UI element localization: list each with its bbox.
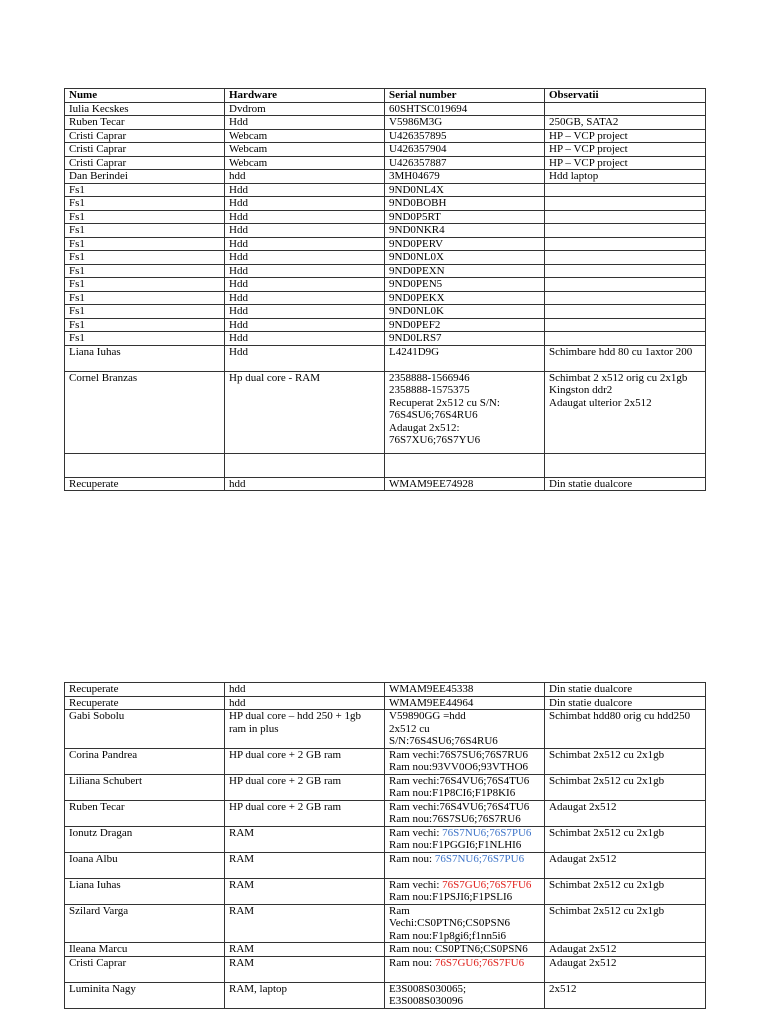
- table-row: [65, 251, 706, 265]
- cell-hardware: RAM: [225, 956, 385, 982]
- table-row: [65, 852, 706, 878]
- cell-observatii: Schimbat 2 x512 orig cu 2x1gb Kingston ddr2 Adaugat ulterior 2x512: [545, 371, 706, 453]
- table-row: [65, 345, 706, 371]
- table-row: [65, 332, 706, 346]
- cell-serial-number: [385, 826, 545, 852]
- cell-nume: Recuperate: [65, 696, 225, 710]
- cell-hardware: Hdd: [225, 251, 385, 265]
- cell-hardware: Hdd: [225, 291, 385, 305]
- cell-observatii: Din statie dualcore: [545, 683, 706, 697]
- table-row: [65, 156, 706, 170]
- cell-observatii: Schimbat hdd80 orig cu hdd250: [545, 710, 706, 749]
- cell-nume: Liana Iuhas: [65, 345, 225, 371]
- cell-hardware: Hdd: [225, 318, 385, 332]
- cell-hardware: HP dual core + 2 GB ram: [225, 800, 385, 826]
- cell-observatii: HP – VCP project: [545, 156, 706, 170]
- cell-hardware: Hp dual core - RAM: [225, 371, 385, 453]
- cell-nume: Iulia Kecskes: [65, 102, 225, 116]
- cell-hardware: RAM: [225, 904, 385, 943]
- table-row: [65, 291, 706, 305]
- cell-observatii: Adaugat 2x512: [545, 943, 706, 957]
- table-row: [65, 453, 706, 477]
- cell-observatii: Schimbat 2x512 cu 2x1gb: [545, 774, 706, 800]
- cell-hardware: Hdd: [225, 183, 385, 197]
- cell-observatii: [545, 264, 706, 278]
- cell-observatii: [545, 291, 706, 305]
- table-row: [65, 371, 706, 453]
- table-row: [65, 800, 706, 826]
- cell-serial-number: WMAM9EE74928: [385, 477, 545, 491]
- cell-hardware: Hdd: [225, 264, 385, 278]
- cell-serial-number: WMAM9EE45338: [385, 683, 545, 697]
- highlighted-serial: 76S7GU6;76S7FU6: [434, 956, 525, 969]
- cell-serial-number: Ram nou: CS0PTN6;CS0PSN6: [385, 943, 545, 957]
- cell-nume: Ruben Tecar: [65, 116, 225, 130]
- cell-observatii: HP – VCP project: [545, 129, 706, 143]
- cell-nume: Cristi Caprar: [65, 156, 225, 170]
- cell-observatii: [545, 278, 706, 292]
- table-row: [65, 170, 706, 184]
- table-row: [65, 683, 706, 697]
- cell-observatii: 2x512: [545, 982, 706, 1008]
- table-row: [65, 102, 706, 116]
- cell-nume: Szilard Varga: [65, 904, 225, 943]
- cell-hardware: Webcam: [225, 156, 385, 170]
- table-row: [65, 878, 706, 904]
- cell-serial-number: 9ND0PEN5: [385, 278, 545, 292]
- cell-observatii: Adaugat 2x512: [545, 852, 706, 878]
- cell-nume: Corina Pandrea: [65, 748, 225, 774]
- cell-serial-number: 9ND0PEXN: [385, 264, 545, 278]
- cell-serial-number: Ram Vechi:CS0PTN6;CS0PSN6 Ram nou:F1p8gi6;f1nn5i6: [385, 904, 545, 943]
- cell-nume: Fs1: [65, 318, 225, 332]
- cell-observatii: [545, 224, 706, 238]
- cell-observatii: [545, 332, 706, 346]
- cell-serial-number: U426357887: [385, 156, 545, 170]
- table-row: [65, 305, 706, 319]
- cell-nume: Dan Berindei: [65, 170, 225, 184]
- cell-hardware: RAM: [225, 852, 385, 878]
- cell-observatii: HP – VCP project: [545, 143, 706, 157]
- cell-hardware: HP dual core + 2 GB ram: [225, 774, 385, 800]
- cell-nume: Liana Iuhas: [65, 878, 225, 904]
- cell-nume: Cristi Caprar: [65, 129, 225, 143]
- cell-serial-number: 9ND0LRS7: [385, 332, 545, 346]
- cell-serial-number: V5986M3G: [385, 116, 545, 130]
- cell-nume: Fs1: [65, 264, 225, 278]
- hardware-table-2: [64, 682, 706, 1009]
- cell-nume: Fs1: [65, 291, 225, 305]
- cell-serial-number: Ram vechi:76S4VU6;76S4TU6 Ram nou:F1P8CI6;F1P8KI6: [385, 774, 545, 800]
- cell-observatii: [545, 318, 706, 332]
- serial-prefix: Ram nou:: [389, 852, 435, 865]
- cell-serial-number: 60SHTSC019694: [385, 102, 545, 116]
- cell-observatii: Din statie dualcore: [545, 477, 706, 491]
- highlighted-serial: 76S7GU6;76S7FU6: [442, 878, 532, 891]
- cell-nume: Liliana Schubert: [65, 774, 225, 800]
- cell-observatii: [545, 305, 706, 319]
- cell-serial-number: 9ND0P5RT: [385, 210, 545, 224]
- cell-observatii: Hdd laptop: [545, 170, 706, 184]
- table-row: [65, 237, 706, 251]
- cell-hardware: hdd: [225, 477, 385, 491]
- cell-nume: Fs1: [65, 183, 225, 197]
- table-row: [65, 278, 706, 292]
- cell-serial-number: WMAM9EE44964: [385, 696, 545, 710]
- cell-hardware: RAM: [225, 826, 385, 852]
- column-header-nume: Nume: [65, 89, 225, 103]
- cell-hardware: RAM: [225, 943, 385, 957]
- cell-serial-number: 3MH04679: [385, 170, 545, 184]
- cell-serial-number: 9ND0NL4X: [385, 183, 545, 197]
- table-row: [65, 183, 706, 197]
- table-row: [65, 696, 706, 710]
- table-row: [65, 143, 706, 157]
- cell-hardware: Hdd: [225, 116, 385, 130]
- cell-serial-number: Ram vechi:76S7SU6;76S7RU6 Ram nou:93VV0O6;93VTHO6: [385, 748, 545, 774]
- table-row: [65, 129, 706, 143]
- cell-serial-number: V59890GG =hdd 2x512 cu S/N:76S4SU6;76S4RU6: [385, 710, 545, 749]
- cell-observatii: [545, 102, 706, 116]
- cell-nume: Cristi Caprar: [65, 956, 225, 982]
- cell-hardware: hdd: [225, 696, 385, 710]
- table-row: [65, 943, 706, 957]
- cell-observatii: Adaugat 2x512: [545, 800, 706, 826]
- cell-nume: Luminita Nagy: [65, 982, 225, 1008]
- cell-nume: Fs1: [65, 197, 225, 211]
- table-row: [65, 318, 706, 332]
- cell-hardware: Webcam: [225, 129, 385, 143]
- cell-serial-number: Ram vechi:76S4VU6;76S4TU6 Ram nou:76S7SU6;76S7RU6: [385, 800, 545, 826]
- table-row: [65, 264, 706, 278]
- cell-observatii: [545, 197, 706, 211]
- cell-observatii: 250GB, SATA2: [545, 116, 706, 130]
- cell-observatii: [545, 210, 706, 224]
- cell-hardware: RAM, laptop: [225, 982, 385, 1008]
- cell-serial-number: 9ND0PERV: [385, 237, 545, 251]
- cell-serial-number: 9ND0NL0K: [385, 305, 545, 319]
- cell-hardware: Hdd: [225, 332, 385, 346]
- cell-serial-number: 2358888-1566946 2358888-1575375 Recuperat 2x512 cu S/N: 76S4SU6;76S4RU6 Adaugat 2x512: 76S7XU6;76S7YU6: [385, 371, 545, 453]
- cell-observatii: [545, 183, 706, 197]
- cell-hardware: HP dual core – hdd 250 + 1gb ram in plus: [225, 710, 385, 749]
- cell-serial-number: 9ND0BOBH: [385, 197, 545, 211]
- cell-nume: Fs1: [65, 278, 225, 292]
- cell-hardware: Hdd: [225, 237, 385, 251]
- cell-hardware: HP dual core + 2 GB ram: [225, 748, 385, 774]
- cell-serial-number: 9ND0NKR4: [385, 224, 545, 238]
- cell-hardware: Hdd: [225, 278, 385, 292]
- table-row: [65, 748, 706, 774]
- table-row: [65, 904, 706, 943]
- table-row: [65, 826, 706, 852]
- highlighted-serial: 76S7NU6;76S7PU6: [442, 826, 532, 839]
- cell-hardware: hdd: [225, 170, 385, 184]
- cell-hardware: hdd: [225, 683, 385, 697]
- cell-serial-number: [385, 453, 545, 477]
- serial-prefix: Ram vechi:: [389, 826, 443, 839]
- table-row: [65, 210, 706, 224]
- table-row: [65, 116, 706, 130]
- cell-observatii: Schimbat 2x512 cu 2x1gb: [545, 826, 706, 852]
- cell-nume: Fs1: [65, 224, 225, 238]
- table-row: [65, 224, 706, 238]
- cell-nume: Recuperate: [65, 683, 225, 697]
- cell-serial-number: 9ND0PEF2: [385, 318, 545, 332]
- cell-hardware: Hdd: [225, 197, 385, 211]
- cell-nume: Cornel Branzas: [65, 371, 225, 453]
- cell-nume: Fs1: [65, 237, 225, 251]
- cell-nume: Gabi Sobolu: [65, 710, 225, 749]
- serial-suffix: Ram nou:F1PGGI6;F1NLHI6: [389, 839, 522, 851]
- hardware-table-1: [64, 88, 706, 491]
- table-row: [65, 774, 706, 800]
- cell-observatii: [545, 237, 706, 251]
- serial-prefix: Ram vechi:: [389, 878, 443, 891]
- cell-serial-number: E3S008S030065; E3S008S030096: [385, 982, 545, 1008]
- cell-serial-number: [385, 878, 545, 904]
- cell-observatii: Schimbat 2x512 cu 2x1gb: [545, 748, 706, 774]
- cell-hardware: Hdd: [225, 305, 385, 319]
- serial-suffix: Ram nou:F1PSJI6;F1PSLI6: [389, 891, 513, 903]
- cell-serial-number: U426357895: [385, 129, 545, 143]
- cell-hardware: [225, 453, 385, 477]
- cell-nume: Ruben Tecar: [65, 800, 225, 826]
- cell-nume: Ileana Marcu: [65, 943, 225, 957]
- cell-hardware: Hdd: [225, 345, 385, 371]
- table-row: [65, 197, 706, 211]
- cell-serial-number: 9ND0PEKX: [385, 291, 545, 305]
- cell-serial-number: 9ND0NL0X: [385, 251, 545, 265]
- cell-nume: Fs1: [65, 305, 225, 319]
- cell-nume: Ioana Albu: [65, 852, 225, 878]
- cell-nume: Ionutz Dragan: [65, 826, 225, 852]
- table-row: [65, 710, 706, 749]
- table-header-row: [65, 89, 706, 103]
- cell-observatii: Schimbat 2x512 cu 2x1gb: [545, 904, 706, 943]
- cell-nume: Recuperate: [65, 477, 225, 491]
- cell-hardware: Webcam: [225, 143, 385, 157]
- cell-nume: Fs1: [65, 210, 225, 224]
- cell-nume: Fs1: [65, 332, 225, 346]
- highlighted-serial: 76S7NU6;76S7PU6: [434, 852, 525, 865]
- cell-serial-number: U426357904: [385, 143, 545, 157]
- cell-serial-number: [385, 956, 545, 982]
- cell-observatii: [545, 251, 706, 265]
- column-header-hardware: Hardware: [225, 89, 385, 103]
- cell-hardware: Hdd: [225, 224, 385, 238]
- column-header-observatii: Observatii: [545, 89, 706, 103]
- cell-nume: Cristi Caprar: [65, 143, 225, 157]
- cell-serial-number: L4241D9G: [385, 345, 545, 371]
- cell-observatii: Din statie dualcore: [545, 696, 706, 710]
- table-row: [65, 982, 706, 1008]
- cell-serial-number: [385, 852, 545, 878]
- cell-hardware: RAM: [225, 878, 385, 904]
- table-row: [65, 956, 706, 982]
- cell-hardware: Hdd: [225, 210, 385, 224]
- cell-hardware: Dvdrom: [225, 102, 385, 116]
- column-header-serial-number: Serial number: [385, 89, 545, 103]
- cell-observatii: Schimbat 2x512 cu 2x1gb: [545, 878, 706, 904]
- cell-nume: Fs1: [65, 251, 225, 265]
- cell-observatii: Adaugat 2x512: [545, 956, 706, 982]
- serial-prefix: Ram nou:: [389, 956, 435, 969]
- cell-observatii: [545, 453, 706, 477]
- cell-nume: [65, 453, 225, 477]
- cell-observatii: Schimbare hdd 80 cu 1axtor 200: [545, 345, 706, 371]
- table-row: [65, 477, 706, 491]
